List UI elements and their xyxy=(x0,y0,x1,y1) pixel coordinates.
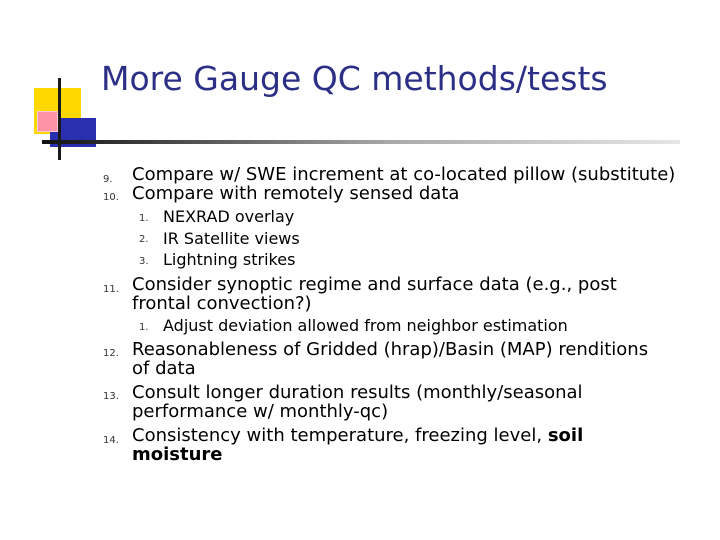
sub-list-number: 3. xyxy=(139,256,149,267)
sub-list-item: Adjust deviation allowed from neighbor estimation xyxy=(163,316,568,335)
sub-list-number: 2. xyxy=(139,234,149,245)
list-item-text: Consistency with temperature, freezing level, xyxy=(132,425,543,446)
list-item: Consult longer duration results (monthly/seasonal xyxy=(132,382,583,403)
slide-title: More Gauge QC methods/tests xyxy=(101,59,608,98)
sub-list-number: 1. xyxy=(139,213,149,224)
list-item xyxy=(132,426,583,445)
list-item: Compare with remotely sensed data xyxy=(132,183,460,204)
vertical-rule xyxy=(58,78,61,160)
list-number: 14. xyxy=(103,435,119,446)
list-item-continuation: of data xyxy=(132,358,196,379)
pink-square-decoration xyxy=(37,111,58,132)
sub-list-item: Lightning strikes xyxy=(163,250,296,269)
list-number: 10. xyxy=(103,192,119,203)
sub-list-item: IR Satellite views xyxy=(163,229,300,248)
list-item: Reasonableness of Gridded (hrap)/Basin (MAP) renditions xyxy=(132,339,649,360)
list-item-continuation: performance w/ monthly-qc) xyxy=(132,401,389,422)
list-item-continuation: frontal convection?) xyxy=(132,293,312,314)
list-item: Compare w/ SWE increment at co-located pillow (substitute) xyxy=(132,164,676,185)
sub-list-number: 1. xyxy=(139,322,149,333)
list-item: Consider synoptic regime and surface data (e.g., post xyxy=(132,274,617,295)
list-number: 12. xyxy=(103,348,119,359)
list-number: 13. xyxy=(103,391,119,402)
list-number: 11. xyxy=(103,284,119,295)
bold-term: soil xyxy=(547,425,584,446)
title-underline xyxy=(42,140,680,144)
list-item-continuation: moisture xyxy=(132,444,223,465)
sub-list-item: NEXRAD overlay xyxy=(163,207,295,226)
list-number: 9. xyxy=(103,174,113,185)
